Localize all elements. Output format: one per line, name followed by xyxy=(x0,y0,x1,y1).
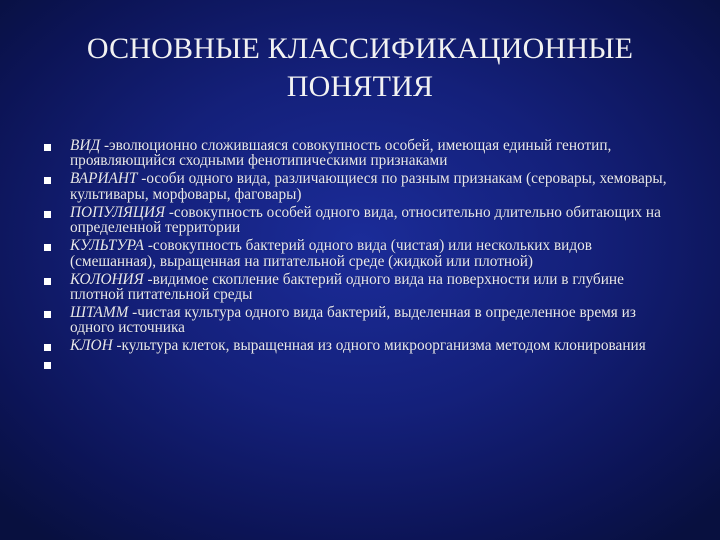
slide-title xyxy=(60,30,660,106)
list-item-colony xyxy=(38,272,678,303)
term-label: КОЛОНИЯ xyxy=(70,270,144,288)
square-bullet-icon xyxy=(44,311,51,318)
list-item-population xyxy=(38,205,678,236)
list-item-variant xyxy=(38,171,678,202)
square-bullet-icon xyxy=(44,344,51,351)
square-bullet-icon xyxy=(44,244,51,251)
term-definition: -совокупность бактерий одного вида (чистая) или нескольких видов (смешанная), выращенная на питательной среде (жидкой или плотной) xyxy=(70,237,593,270)
term-definition: -чистая культура одного вида бактерий, выделенная в определенное время из одного источника xyxy=(70,304,636,337)
slide-title-line-1: ОСНОВНЫЕ КЛАССИФИКАЦИОННЫЕ xyxy=(86,32,634,65)
square-bullet-icon xyxy=(44,278,51,285)
square-bullet-icon xyxy=(44,177,51,184)
term-definition: -особи одного вида, различающиеся по разным признакам (серовары, хемовары, культивары, морфовары, фаговары) xyxy=(70,170,667,203)
term-definition: -совокупность особей одного вида, относительно длительно обитающих на определенной территории xyxy=(70,203,661,237)
square-bullet-icon xyxy=(44,211,51,218)
list-item-clone xyxy=(38,338,678,353)
list-item-strain xyxy=(38,305,678,336)
slide-title-line-2: ПОНЯТИЯ xyxy=(286,70,434,103)
list-item-empty xyxy=(38,356,678,371)
definitions-list xyxy=(38,138,678,374)
square-bullet-icon xyxy=(44,362,51,369)
term-label: КУЛЬТУРА xyxy=(70,237,145,255)
list-item-vid xyxy=(38,138,678,169)
term-label: КЛОН xyxy=(70,337,113,355)
term-definition: -культура клеток, выращенная из одного микроорганизма методом клонирования xyxy=(112,337,646,355)
term-label: ПОПУЛЯЦИЯ xyxy=(70,203,166,221)
term-definition: -эволюционно сложившаяся совокупность особей, имеющая единый генотип, проявляющийся сходными фенотипическими признаками xyxy=(70,137,612,170)
term-label: ШТАММ xyxy=(70,304,129,322)
list-item-culture xyxy=(38,238,678,269)
term-label: ВАРИАНТ xyxy=(70,170,138,188)
term-definition: -видимое скопление бактерий одного вида на поверхности или в глубине плотной питательной среды xyxy=(70,270,624,304)
square-bullet-icon xyxy=(44,144,51,151)
term-label: ВИД xyxy=(70,137,101,154)
